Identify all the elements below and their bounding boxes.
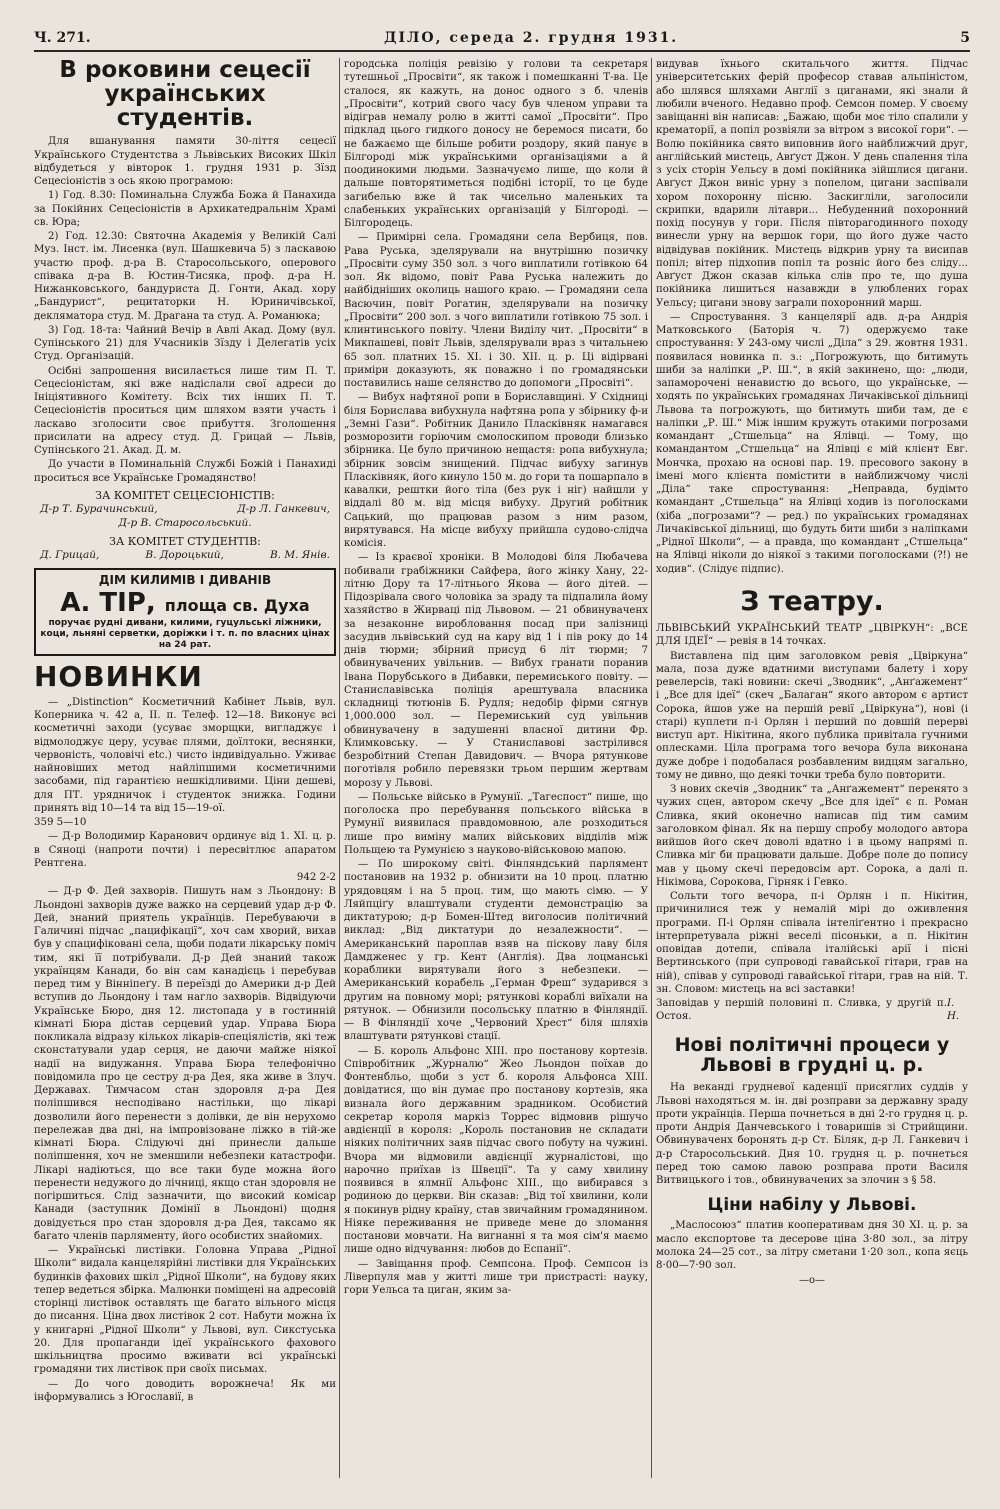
advert-main-line <box>40 589 330 618</box>
news-item: — Із краєвої хроніки. В Молодові біля Любачева побивали грабіжники Сайфера, його жінку Хану, 22-літню Дору та 17-літнього Якова — його дітей. — Підозрівала свого чоловіка за зраду та підпалила йому хазяйство в Жирваці під Львовом. — 21 обвинуваченх за незаконне виробловання посад при залізниці засудив львівський суд на кару від 1 і пів року до 14 днів тюрми; збірний присуд 6 літ тюрми; 7 обвинувачених увільнив. — Вибух гранати поранив Івана Порубського в Дибавки, перемиського повіту. — Станиславівська поліція арештувала власника складниці тютюнів Б. Рудля; недобір фірми сягнув 1,000.000 зол. — Перемиський суд увільнив обвинувачену в задушенні власної дитини Фр. Климковську. — У Станиславові застрілився безробітний Степан Давидович. — Вчора рятункове поготівля робило перевязки трьом першим жертвам морозу у Львові. <box>344 552 648 789</box>
signature-row <box>34 549 336 563</box>
committee-heading: ЗА КОМІТЕТ СТУДЕНТІВ: <box>109 534 261 548</box>
paper-name-date: ДІЛО, середа 2. грудня 1931. <box>384 30 679 46</box>
signature: Д-р Т. Бурачинський, <box>40 503 158 516</box>
signature-row <box>34 517 336 531</box>
signature: В. М. Янів. <box>269 548 330 561</box>
news-section-heading: НОВИНКИ <box>34 660 203 694</box>
article-paragraph: Осібні запрошення висилається лише тим П. Т. Сецесіоністам, які вже надіслали свої адреси до Ініціятивного Комітету. Всіх тих інших П. Т. Сецесіоністів проситься цим шляхом взяти участь і ласкаво зголосити своє прибуття. Зголошення присилати на адресу студ. Д. Грицай — Львів, Супінського 21. Акад. Д. м. <box>34 365 336 457</box>
news-item: — „Distinction“ Косметичний Кабінет Львів, вул. Коперника ч. 42 а, II. п. Телеф. 12—18. Виконує всі косметичні заходи (усуває зморщки, вигладжує і відмолоджує цеpу, усуває плями, доїлтоки, веснянки, червоність, чоловічі etc.) чисто індивідуально. Уживає найновіших метод найліпшими косметичними засобами, під гарантією нешкідливими. Ціни дешеві, для ПТ. урядничок і студенток знижка. Години принять від 10—14 та від 15—19-ої. <box>34 696 336 814</box>
advert-top-line: ДІМ КИЛИМІВ І ДИВАНІВ <box>98 573 272 588</box>
advert-shop-address: площа св. Духа <box>164 596 310 616</box>
review-signature: І. Н. <box>946 998 960 1023</box>
news-item: — Б. король Альфонс XIII. про постанову кортезів. Співробітник „Журналю“ Жео Льондон поїхав до Фонтенбльо, щоби з уст б. короля Альфонса XIII. довідатися, що він думає про постанову кортезів, яка визнала його державним зрадником. Особистий секретар короля маркіз Торрес відмовив рішучо авдієнції в короля: „Король постановив не складати ніяких політичних заяв підчас свого побуту на чужині. Вчора ми відмовили авдієнції журналістові, що нарочно приїхав із Швеції“. Та у саму хвилину появився в ялмнії Альфонс XIII., що вибирався з родиною до церкви. Він сказав: „Від тої хвилини, коли я покинув рідну країну, став звичайним громадянином. Ніяке переживання не приведе мене до зломання постанови мовчати. На вигнанні я та моя сім'я маємо лише одно відчування: любов до Еспанії“. <box>344 1045 648 1256</box>
secession-headline: В роковини сецесії українських студентів. <box>59 58 311 132</box>
news-item: „Маслосоюз“ платив кооперативам дня 30 XI. ц. р. за масло експортове та десерове ціна 3·80 зол., за літру молока 24—25 сот., за літру сметани 1·20 зол., копа яєць 8·00—7·90 зол. <box>656 1220 968 1272</box>
news-item: — Спростування. З канцелярії адв. д-ра Андрія Матковського (Баторія ч. 7) одержуємо таке спростування: У 243-ому числі „Діла“ з 29. жовтня 1931. появилася новинка п. з.: „Погрожують, що битимуть шиби за наліпки „Р. Ш.“, в якій закинено, що: „люди, запаморочені ненавистю до всього, що українське, — ходять по українських громадянах Личаківської дільниці Львова та погрожують, що битимуть шиби там, де є наліпки „Р. Ш.“ Між іншим кружуть отакими погрозами командант „Стшельца“ на Ялівці. — Тому, що командантом „Стшельца“ на Ялівці є мій клієнт Евг. Мончка, прохаю на основі пар. 19. пресового закону в імені мого клієнта помістити в найближчому числі „Діла“ таке спростування: „Неправда, будімто командант „Стшельца“ на Ялівці ходив із поголосками (хіба „погрозами“? — ред.) по українських громадянах Личаківської дільниці, що будуть бити шиби з наліпками „Рідної Школи“, — а правда, що командант „Стшельца“ на Ялівці ніколи до ніякої з такими поголосками (?!) не ходив“. (Слідує підпис). <box>656 311 968 575</box>
article-paragraph: Для вшанування памяти 30-ліття сецесії Українського Студентства з Львівських Високих Шкіл відбудеться у вівторок 1. грудня 1931 р. Зїзд Сецесіоністів з ось якою програмою: <box>34 136 336 188</box>
review-paragraph: З нових скечів „Зводник“ та „Анґажемент“ перенято з чужих сцен, автором скечу „Все для ідеї“ є п. Роман Сливка, який оконечно написав під тим самим заголовком фінал. Як на першу спробу молодого автора вийшов його скеч доволі вдатно і в цьому напрямі п. Сливка міг би працювати дальше. Добре поле до попису мав у цьому скечі передовсім арт. Сорока, а далі п. Нікімова, Сорокова, Гірняк і Гевко. <box>656 784 968 888</box>
review-paragraph: Заповідав у першій половині п. Сливка, у другій п. Остоя. <box>656 998 947 1023</box>
trials-headline: Нові політичні процеси у Львові в грудні ц. р. <box>674 1033 950 1076</box>
signature: Д-р Л. Ганкевич, <box>237 503 330 516</box>
news-item: — Примірні села. Громадяни села Вербиця, пов. Рава Руська, зделярували на внутрішню позичку „Просвіти суму 350 зол. з чого виплатили готівкою 64 зол. Як відомо, повіт Рава Руська належить до найбідніших околиць нашого краю. — Громадяни села Васючин, повіт Рогатин, зделярували на позичку „Просвіти“ 200 зол. з чого виплатили готівкою 75 зол. і клинтинського повіту. Члени Виділу чит. „Просвіти“ в Микпашеві, повіт Львів, зделярували враз з читальнею 65 зол. платних 15. XI. і 30. XII. ц. р. Ці відірвані приміри доказують, як поважно і по громадянськи поставились наше селянство до допомоги „Просвіті“. <box>344 232 648 389</box>
page-header <box>34 30 970 48</box>
ad-reference: 942 2-2 <box>296 872 336 884</box>
news-item: На веканді грудневої каденції присяглих суддів у Львові находяться м. ін. дві розправи за державну зраду проти українців. Перша почнеться в дні 2-го грудня ц. р. проти Андрія Данчевського і товаришів зі Стрийщини. Обвинуваченх боронять д-р Ст. Біляк, д-р Л. Ганкевич і д-р Старосольський. Дня 10. грудня ц. р. почнеться перед тою самою лавою розправа проти Василя Витвицького і тов., обвинувачених за злочин з § 58. <box>656 1082 968 1187</box>
article-paragraph: До участи в Поминальній Службі Божій і Панахиді проситься все Українське Громадянство! <box>34 459 336 484</box>
news-item: — Польське військо в Румунії. „Тагеспост“ пише, що поголоска про перебування польського війська в Румунії виявилася правдомовною, але розходиться лише про виміну малих військових відділів між Польщею та Румунією з науково-військовою мапою. <box>344 791 648 856</box>
theatre-subtitle: ЛЬВІВСЬКИЙ УКРАЇНСЬКИЙ ТЕАТР „ЦВІРКУН“: „ВСЕ ДЛЯ ІДЕЇ“ — ревія в 14 точках. <box>656 623 968 648</box>
committee-heading: ЗА КОМІТЕТ СЕЦЕСІОНІСТІВ: <box>95 488 275 502</box>
ad-reference: 359 5—10 <box>34 817 87 829</box>
signature: Д. Грицай, <box>40 548 100 561</box>
program-item: 1) Год. 8.30: Поминальна Служба Божа й Панахида за Покійних Сецесіоністів в Архикатедральнім Храмі св. Юра; <box>34 190 336 228</box>
review-footer <box>656 997 968 1024</box>
signature: Д-р В. Старосольський. <box>118 516 252 529</box>
advert-description: поручає рудні дивани, килими, гуцульські ліжники, коци, льняні серветки, доріжки і т. п. по власних цінах на 24 рат. <box>40 617 330 651</box>
signature-row <box>34 503 336 517</box>
news-item: — До чого доводить ворожнеча! Як ми інформувались з Югославії, в <box>34 1378 336 1403</box>
page-number: 5 <box>960 30 970 46</box>
dairy-prices-headline: Ціни набілу у Львові. <box>707 1195 917 1216</box>
news-item: — Вибух нафтяної ропи в Бориславщині. У Східниці біля Борислава вибухнула нафтяна ропа у збірнику ф-и „Земні Гази“. Робітник Данило Пласківняк намагався розморозити горіючим смолоскипом проводи близько збірника. Це було причиною нещастя: ропа вибухнула; збірник зовсім знищений. Підчас вибуху загинув Пласківняк, його кинуло 150 м. до гори та пошарпало в кавалки, рештки його тіла (без рук і ніг) найшли у віддалі 80 м. від місця вибуху. Другий робітник Сацький, що працював разом з ним разом, вирятувався. На місце вибуху прийшла судово-слідча комісія. <box>344 392 648 549</box>
theatre-headline: З театру. <box>740 585 884 617</box>
column-divider <box>651 58 652 1478</box>
news-item: видував їхнього скитальчого життя. Підчас університетських ферій професор ставав альпіністом, або шлявся шляхами Англії з циганами, які знали й любили вченого. Недавно проф. Семсон помер. У своєму завіщанні він написав: „Бажаю, щоби моє тіло спалили у крематорії, а попіл розвіяли за вітром з високої гори“. — Волю покійника свято виповнив його найближчий друг, англійський мистець, Авґуст Джон. У день спалення тіла з усіх сторін Уельсу в домі покійника зійшлися цигани. Авґуст Джон виніс урну з попелом, цигани заспівали хором похоронну пісню. Заскигліли, заголосили скрипки, вдарили літаври... Небуденний похоронний похід посунув у гори. Після півторагодинного походу винесли урну на вершок гори, що його дуже часто відвідував покійник. Мистець відкрив урну та висипав попіл; вітер підхопив попіл та розніс його без сліду... Авґуст Джон сказав кілька слів про те, що душа покійника лишиться назавжди в улюблених горах Уельсу; цигани знову заграли похоронний марш. <box>656 59 968 309</box>
issue-number: Ч. 271. <box>34 30 91 46</box>
header-rule <box>34 50 970 52</box>
review-paragraph: Сольти того вечора, п-і Орлян і п. Нікітин, причинилися теж у немалій мірі до оживлення програми. П-і Орлян співала інтеліґентно і прекрасно інтерпретувала ріжні веселі пісоньки, а п. Нікітин оповідав дотепи, співала італійські арії і пісні Вертинського (при супроводі гавайської гітари, грав на ній), співав у супроводі гавайської гітари, грав на ній. Т. зн. Словом: мистець на всі заставки! <box>656 891 968 995</box>
column-2 <box>344 58 648 1478</box>
advert-shop-name: А. ТІР, <box>60 588 156 619</box>
program-item: 2) Год. 12.30: Святочна Академія у Великій Салі Муз. Інст. ім. Лисенка (вул. Шашкевича 5) з ласкавою участю проф. д-ра В. Старосольського, оперового співака д-ра В. Юстин-Тисяка, проф. д-ра Н. Нижанковського, бандуриста Д. Гонти, Акад. хору „Бандурист“, рецитаторки Н. Юриничівської, декляматора студ. М. Драгана та студ. А. Романюка; <box>34 231 336 322</box>
column-divider <box>339 58 340 1478</box>
news-item: городська поліція ревізію у голови та секретаря тутешньої „Просвіти“, як також і помешканні Т-ва. Це сталося, як кажуть, на донос одного з б. членів „Просвіти“, котрий свого часу був членом управи та відіграв немалу ролю в житті самої „Просвіти“. Про підклад цього гидкого доносу не беремося писати, бо не бажаємо ще більше робити роздору, який панує в Білгороді між українськими організаціями а й поодинокими людьми. Зазначуємо лише, що коли й дальше повторятиметься подібні історії, то це буде загибелью вже й так чисельно маленьких та слабеньких українських організацій у Білгороді. — Білгородець. <box>344 59 648 229</box>
signature: В. Дороцький, <box>145 548 224 561</box>
news-item: — По широкому світі. Фінляндський парлямент постановив на 1932 р. обнизити на 10 проц. платню урядовцям і на 5 проц. тим, що мають сімю. — У Ляйпціґу влаштували студенти демонстрацію за диктатурою; д-р Бомен-Штед виголосив політичний виклад: „Від диктатури до незалежности“. — Американський пароплав взяв на піскову лаву біля Дамдженес у гр. Кент (Англія). Два лоцманські кораблики вирятували його з небезпеки. — Американський корабель „Герман Фреш“ зударився з другим на повному морі; рятункові кораблі виїхали на рятунок. — Обнизили посольську платню в Фінляндії. — В Фінляндії хоче „Червоний Хрест“ біля шляхів влаштувати рятункові стації. <box>344 859 648 1043</box>
column-3 <box>656 58 968 1478</box>
news-item: — Д-р Володимир Каранович ординує від 1. XI. ц. р. в Сяноці (напроти почти) і пересвітлює апаратом Рентгена. <box>34 831 336 869</box>
review-paragraph: Виставлена під цим заголовком ревія „Цвіркуна“ мала, поза дуже вдатними виступами балету і хору ревелерсів, такі новини: скечі „Зводник“, „Анґажемент“ і „Все для ідеї“ (скеч „Балаган“ якого автором є артист Сорока, йшов уже на першій ревії „Цвіркуна“), нові (і старі) куплети п-і Орлян і перший по довшій перерві виступ арт. Нікітина, якого публика привітала гучними оплесками. Ціла програма того вечора була виконана дуже добре і подобалася розбавленим видцям загально, тому не дивно, що деякі точки треба було повторити. <box>656 650 968 781</box>
news-item: — Українські листівки. Головна Управа „Рідної Школи“ видала канцелярійні листівки для Українських будинків фахових шкіл „Рідної Школи“, на будову яких тепер ведеться збірка. Малюнки поміщені на адресовій сторінці листівок оставлять ще багато вільного місця до писання. Ціна двох листівок 2 сот. Набути можна їх у книгарні „Рідної Школи“ у Львові, вул. Сикстуська 20. Для пропаганди ідеї українського фахового шкільництва просимо вживати всі українські громадяни тих листівок при своїх письмах. <box>34 1245 336 1376</box>
carpet-shop-advert <box>34 568 336 656</box>
section-end-mark: —о— <box>798 1275 826 1287</box>
program-item: 3) Год. 18-та: Чайний Вечір в Авлі Акад. Дому (вул. Супінського 21) для Учасників Зїзду і Делегатів усіх Студ. Організацій. <box>34 324 336 363</box>
column-1 <box>34 58 336 1478</box>
news-item: — Д-р Ф. Дей захворів. Пишуть нам з Льондону: В Льондоні захворів дуже важко на серцевий удар д-р Ф. Дей, знаний приятель українців. Перебуваючи в Галичині підчас „пацифікації“, хоч сам хворий, вихав був у спацифіковані села, щоби подати лікарську поміч тим, які її потрібували. Д-р Дей знаний також українцям Канади, бо він сам канадієць і перебував перед тим у Вінніпеґу. В переїзді до Америки д-р Дей вступив до Льондону і там нагло захворів. Відвідуючи Українське Бюро, дня 12. листопада у в гостинній кімнаті Бюра дістав серцевий удар. Управа Бюра покликала відразу кількох лікарів-спеціялістів, які теж сконстатували удар серця, не даючи майже ніякої надії на видужання. Управа Бюра телефонічно повідомила про це сестру д-ра Дея, яка живе в Злуч. Державах. Тимчасом стан здоровля д-ра Дея поліпшився несподівано настільки, що лікарі дозволили його перенести з долівки, де він нерухомо перележав два дні, на імпровізоване ліжко в тій-же кімнаті Бюра. Слідуючі дні принесли дальше поліпшення, хоч не зменшили небезпеки катастрофи. Лікарі надіються, що все таки буде можна його перенести недужого до лічниці, якщо стан здоровля не погіршиться. Слід зазначити, що високий комісар Канади (заступник Домінії в Льондоні) щодня довідується про стан здоровля д-ра Дея, таксамо як багато членів парляменту, його особистих знайомих. <box>34 886 336 1242</box>
news-item: — Завіщання проф. Семпсона. Проф. Семпсон із Ліверпуля мав у житті лише три пристрасті: науку, гори Уельса та циган, яким за- <box>344 1258 648 1296</box>
